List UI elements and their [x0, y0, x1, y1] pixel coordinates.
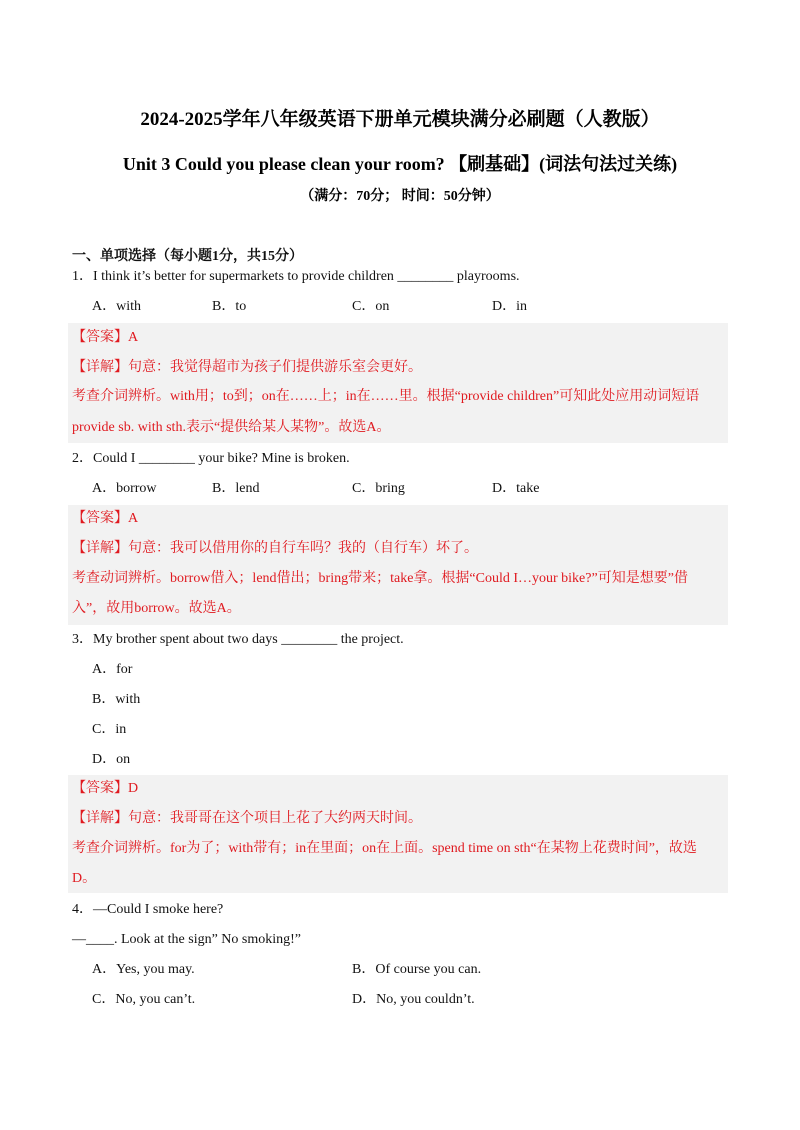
question-1-detail-line-3: provide sb. with sth.表示“提供给某人某物”。故选A。 [72, 420, 391, 435]
question-2-answer-block [68, 505, 728, 625]
question-3-option-d: D．on [92, 752, 131, 767]
question-4-option-a: A．Yes, you may. [92, 962, 195, 977]
question-2-detail-line-1: 【详解】句意：我可以借用你的自行车吗？我的（自行车）坏了。 [72, 541, 478, 556]
question-4-option-c: C．No, you can’t. [92, 992, 196, 1007]
question-3-detail-line-3: D。 [72, 871, 97, 886]
question-2-detail-line-2: 考查动词辨析。borrow借入；lend借出；bring带来；take拿。根据“Could I…your bike?”可知是想要”借 [72, 571, 688, 586]
question-1-option-b: B．to [212, 299, 247, 314]
question-3-option-b: B．with [92, 692, 141, 707]
question-2-option-b: B．lend [212, 481, 260, 496]
question-1-answer: 【答案】A [72, 330, 139, 345]
question-1-detail-line-1: 【详解】句意：我觉得超市为孩子们提供游乐室会更好。 [72, 360, 422, 375]
question-2-option-c: C．bring [352, 481, 405, 496]
question-1-detail-line-2: 考查介词辨析。with用；to到；on在……上；in在……里。根据“provide children”可知此处应用动词短语 [72, 389, 700, 404]
question-3-option-c: C．in [92, 722, 127, 737]
question-4-stem-line-2: —____. Look at the sign” No smoking!” [72, 932, 302, 947]
question-3-answer: 【答案】D [72, 781, 139, 796]
question-3-detail-line-1: 【详解】句意：我哥哥在这个项目上花了大约两天时间。 [72, 811, 422, 826]
score-time-info: （满分：70分； 时间：50分钟） [300, 189, 500, 204]
section-heading: 一、单项选择（每小题1分，共15分） [72, 249, 303, 264]
question-1-option-a: A．with [92, 299, 141, 314]
question-3-stem: 3．My brother spent about two days ________ the project. [72, 632, 404, 647]
question-3-option-a: A．for [92, 662, 133, 677]
question-1-option-d: D．in [492, 299, 527, 314]
question-2-answer: 【答案】A [72, 511, 139, 526]
question-4-option-d: D．No, you couldn’t. [352, 992, 475, 1007]
question-1-answer-block [68, 323, 728, 443]
question-3-answer-block [68, 775, 728, 893]
question-2-option-d: D．take [492, 481, 540, 496]
question-2-stem: 2．Could I ________ your bike? Mine is broken. [72, 451, 350, 466]
question-4-option-b: B．Of course you can. [352, 962, 482, 977]
question-2-detail-line-3: 入”，故用borrow。故选A。 [72, 601, 241, 616]
question-4-stem: 4．—Could I smoke here? [72, 902, 224, 917]
question-1-stem: 1．I think it’s better for supermarkets to provide children ________ playrooms. [72, 269, 520, 284]
question-1-option-c: C．on [352, 299, 390, 314]
document-title: 2024-2025学年八年级英语下册单元模块满分必刷题（人教版） [140, 109, 660, 130]
question-3-detail-line-2: 考查介词辨析。for为了；with带有；in在里面；on在上面。spend time on sth“在某物上花费时间”，故选 [72, 841, 697, 856]
question-2-option-a: A．borrow [92, 481, 157, 496]
unit-subtitle: Unit 3 Could you please clean your room? 【刷基础】(词法句法过关练) [122, 154, 678, 174]
